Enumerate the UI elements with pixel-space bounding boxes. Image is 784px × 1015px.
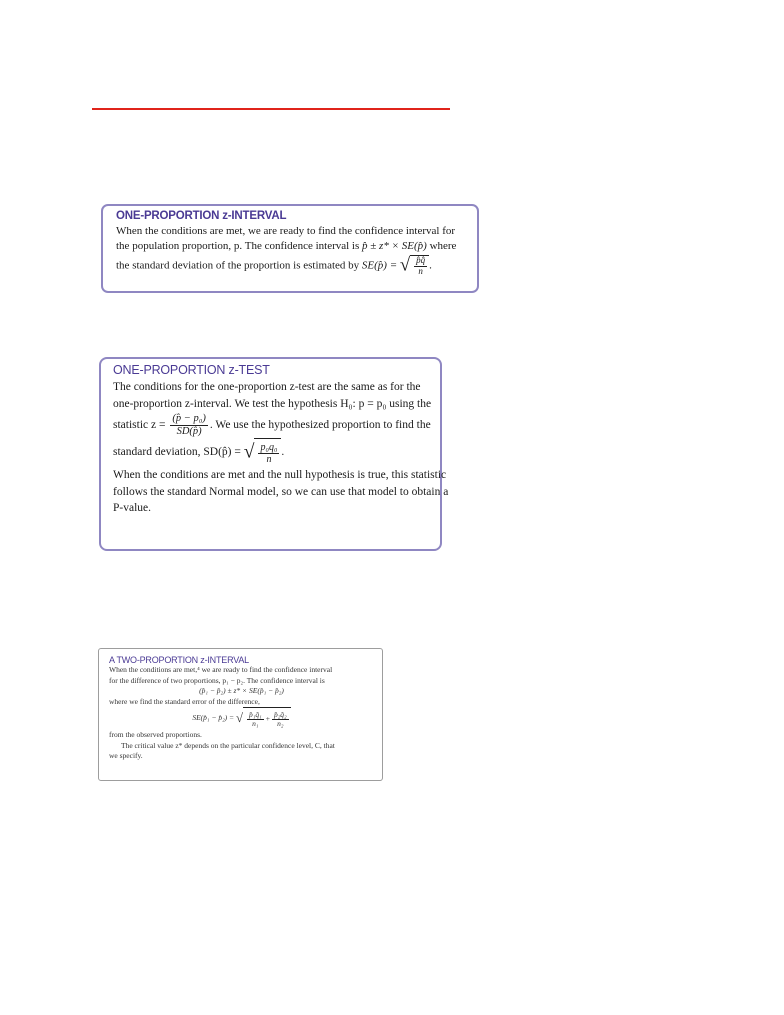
sqrt-numerator: p̂q̂ — [416, 255, 426, 265]
box-text-line: one-proportion z-interval. We test the hypothesis H₀: p = p₀ using the — [113, 397, 432, 410]
box-text-line: When the conditions are met, we are ready to find the confidence interval for — [116, 225, 456, 237]
sqrt-denominator: n — [266, 453, 272, 465]
box-text-line: follows the standard Normal model, so we can use that model to obtain a — [113, 485, 449, 498]
box-text-line — [116, 239, 465, 254]
radical-sign: √ — [243, 441, 255, 463]
se-lhs: SE(p̂) = — [361, 259, 398, 272]
box-text: the standard deviation of the proportion is estimated by — [116, 259, 360, 272]
box-text-line: When the conditions are met and the null hypothesis is true, this statistic — [113, 469, 447, 481]
two-proportion-z-interval-box — [98, 648, 383, 781]
interval-formula: p̂ ± z* × SE(p̂) — [362, 239, 427, 252]
sqrt-formula — [400, 255, 429, 277]
box-text-line: When the conditions are met,⁴ we are ready to find the confidence interval — [109, 665, 333, 674]
box-text: the population proportion, p. The confidence interval is — [116, 239, 360, 252]
box-text-line — [113, 412, 430, 438]
plus-sign: + — [265, 714, 270, 723]
sqrt-formula — [244, 438, 282, 467]
stat-numerator: (p̂ − p₀) — [172, 413, 206, 425]
box-title: ONE-PROPORTION z-TEST — [113, 363, 270, 377]
box-title: A TWO-PROPORTION z-INTERVAL — [109, 655, 249, 665]
one-proportion-z-test-box — [99, 357, 449, 551]
interval-formula: (p̂₁ − p̂₂) ± z* × SE(p̂₁ − p̂₂) — [199, 686, 284, 695]
se-lhs: SE(p̂₁ − p̂₂) = — [192, 713, 235, 723]
radical-sign: √ — [236, 711, 243, 726]
box-text-line: standard deviation, SD(p̂) = √ $\frac{\text{p₀q₀}}{n}$ . — [113, 438, 430, 467]
box-text-line: P-value. — [113, 502, 152, 514]
box-text-line: we specify. — [109, 751, 143, 760]
sqrt-numerator: p̂₂q̂₂ — [273, 709, 287, 719]
box-text: . We use the hypothesized proportion to find the — [209, 419, 431, 431]
box-text-line: the standard deviation of the proportion is estimated by SE(p̂) = √ $\frac{p̂q̂}{n}$ . — [116, 254, 432, 276]
sqrt-denominator: n — [418, 265, 423, 276]
sqrt-numerator: p₀q₀ — [260, 441, 278, 453]
box-text-line: The critical value z* depends on the particular confidence level, C, that — [121, 740, 335, 750]
stat-denominator: SD(p̂) — [176, 425, 202, 437]
box-text-line: The conditions for the one-proportion z-test are the same as for the — [113, 381, 421, 393]
box-text-line: where we find the standard error of the difference, — [109, 696, 260, 706]
box-title: ONE-PROPORTION z-INTERVAL — [116, 210, 287, 222]
one-proportion-z-interval-box — [101, 204, 479, 293]
box-text: standard deviation, SD(p̂) = — [113, 446, 241, 459]
red-divider-line — [92, 108, 450, 110]
sqrt-numerator: p̂₁q̂₁ — [249, 709, 262, 719]
box-text: statistic z = — [113, 419, 166, 431]
box-text: where — [429, 239, 457, 252]
sqrt-denominator: n₂ — [277, 718, 284, 728]
radical-sign: √ — [399, 254, 411, 276]
sqrt-formula — [236, 707, 291, 730]
se-formula — [109, 707, 374, 730]
box-text-line: from the observed proportions. — [109, 730, 202, 739]
sqrt-denominator: n₁ — [252, 718, 259, 728]
box-text-line: for the difference of two proportions, p₁ − p₂. The confidence interval is — [109, 675, 325, 685]
